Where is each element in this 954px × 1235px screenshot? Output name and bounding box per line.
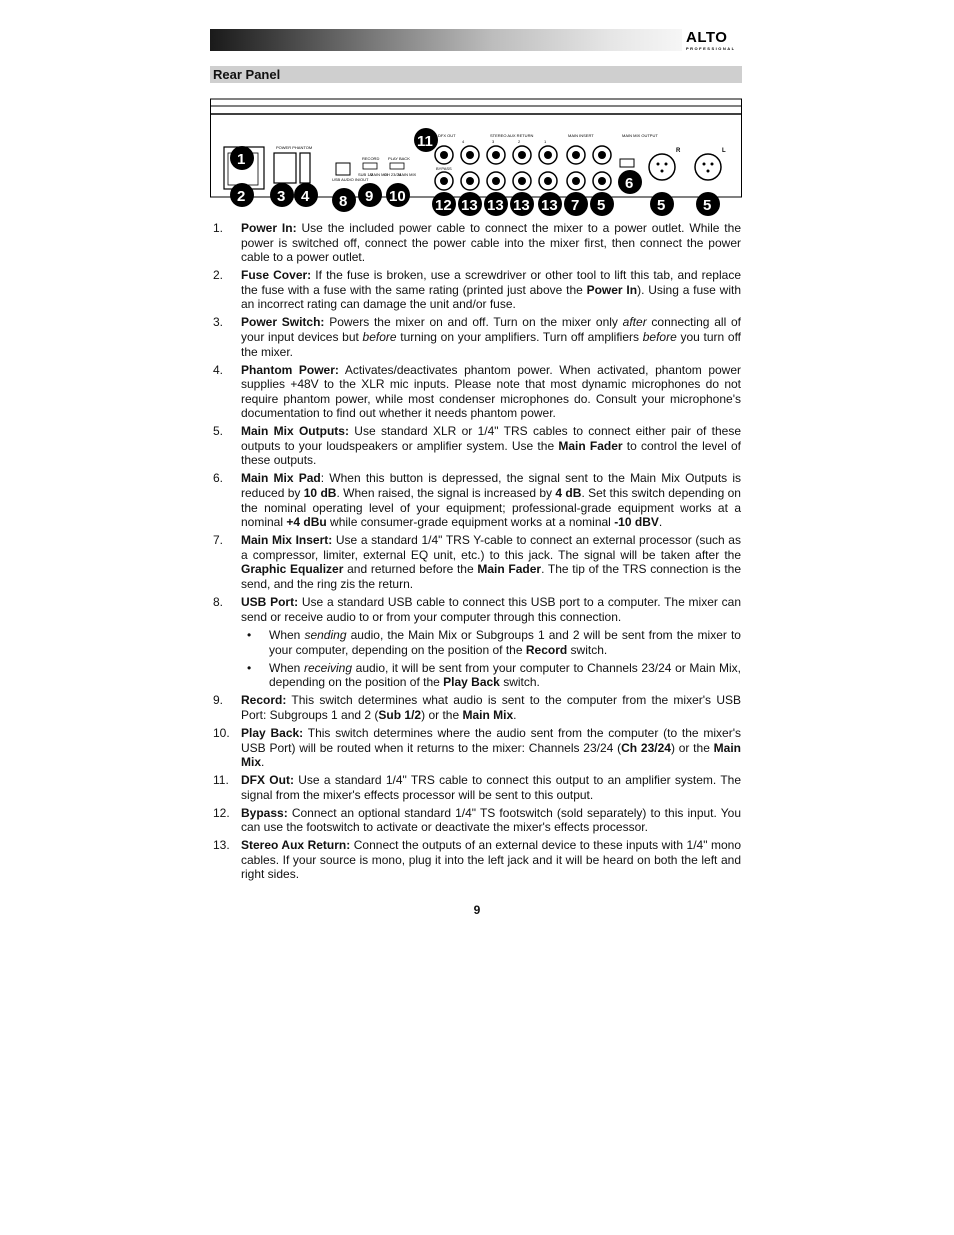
svg-text:5: 5 (597, 197, 606, 214)
record-switch (363, 163, 377, 169)
alto-logo (686, 30, 742, 50)
item-number: 5. (213, 424, 224, 439)
item-title: Main Mix Insert: (241, 533, 333, 548)
bullet-sending: • When sending audio, the Main Mix or Subgroups 1 and 2 will be sent from the mixer to your computer, depending on the position of the Record switch. (247, 628, 741, 657)
item-text: Use the included power cable to connect the mixer to a power outlet. While the power is switched off, connect the power cable into the mixer first, then connect the power cable to a power outlet. (241, 221, 741, 265)
playback-mainmix-label: MAIN MIX (398, 172, 417, 177)
item-number: 12. (213, 805, 230, 820)
main-mix-pad-switch (620, 159, 634, 167)
main-insert-label: MAIN INSERT (568, 133, 594, 138)
xlr-output-right (649, 154, 675, 180)
item-bypass: 12. Bypass: Connect an optional standard 1/4" TS footswitch (sold separately) to this input. You can use the footswitch to activate or deactivate the mixer's effects processor. (213, 805, 742, 835)
bullet-dot: • (247, 628, 252, 643)
main-mix-output-label: MAIN MIX OUTPUT (622, 133, 658, 138)
svg-text:3: 3 (277, 188, 286, 205)
phantom-switch (300, 153, 310, 183)
section-title: Rear Panel (213, 67, 281, 82)
svg-text:8: 8 (339, 193, 348, 210)
item-phantom-power: 4. Phantom Power: Activates/deactivates phantom power. When activated, phantom power supplies +48V to the XLR mic inputs. Please note that most dynamic microphones do not require phantom power, while most condenser microphones do. Consult your microphone's documentation to find out whether it needs phantom power. (213, 362, 742, 421)
svg-text:10: 10 (389, 188, 406, 205)
svg-text:12: 12 (435, 197, 452, 214)
svg-text:7: 7 (571, 197, 580, 214)
svg-text:13: 13 (513, 197, 530, 214)
item-main-mix-outputs: 5. Main Mix Outputs: Use standard XLR or 1/4" TRS cables to connect either pair of these outputs to your loudspeakers or amplifier system. Use the Main Fader to control the level of these outputs. (213, 424, 741, 468)
item-number: 6. (213, 471, 224, 486)
item-play-back: 10. Play Back: This switch determines where the audio sent from the computer (to the mixer's USB Port) will be routed when it returns to the mixer: Channels 23/24 (Ch 23/24) or the Main Mix. (213, 725, 741, 770)
sub12-label: SUB 1/2 (358, 172, 373, 177)
item-title: Phantom Power: (241, 362, 339, 377)
item-title: Power In: (241, 221, 297, 235)
ch2324-label: CH 23/24 (384, 172, 401, 177)
stereo-aux-return-label: STEREO AUX RETURN (490, 133, 534, 138)
item-number: 3. (213, 315, 224, 330)
aux-3-label: 3 (492, 139, 495, 144)
playback-switch (390, 163, 404, 169)
callouts (230, 128, 720, 216)
item-number: 1. (213, 221, 224, 235)
power-phantom-label: POWER PHANTOM (276, 145, 313, 150)
item-power-in (213, 221, 741, 265)
svg-text:13: 13 (461, 197, 478, 214)
svg-text:2: 2 (237, 188, 246, 205)
rear-panel-diagram (210, 97, 742, 219)
bullet-receiving: • When receiving audio, it will be sent from your computer to Channels 23/24 or Main Mix, depending on the position of the Play Back switch. (247, 660, 742, 690)
aux-jacks (461, 146, 557, 190)
record-mainmix-label: MAIN MIX (370, 172, 389, 177)
power-switch (274, 153, 296, 183)
svg-text:6: 6 (625, 175, 634, 192)
item-title: Main Mix Outputs: (241, 424, 349, 439)
item-title: Main Mix Pad (241, 471, 321, 486)
item-number: 4. (213, 362, 224, 377)
item-main-mix-insert: 7. Main Mix Insert: Use a standard 1/4" TRS Y-cable to connect an external processor (such as a compressor, limiter, external EQ unit, etc.) to this jack. The signal will be taken after the Graphic Equalizer and returned before the Main Fader. The tip of the TRS connection is the send, and the ring zis the return. (213, 533, 741, 591)
page-number: 9 (473, 903, 481, 917)
item-fuse-cover: 2. Fuse Cover: If the fuse is broken, use a screwdriver or other tool to lift this tab, and replace the fuse with a fuse with the same rating (printed just above the Power In). Using a fuse with an incorrect rating can damage the unit and/or fuse. (213, 268, 741, 312)
svg-text:5: 5 (703, 197, 712, 214)
playback-label: PLAY BACK (388, 156, 410, 161)
bypass-label: BYPASS (436, 166, 452, 171)
item-title: Bypass: (241, 805, 288, 820)
item-title: Record: (241, 693, 287, 708)
item-number: 7. (213, 533, 224, 548)
item-record: 9. Record: This switch determines what audio is sent to the computer from the mixer's USB Port: Subgroups 1 and 2 (Sub 1/2) or the Main Mix. (213, 693, 741, 722)
item-title: USB Port: (241, 594, 299, 609)
item-number: 9. (213, 693, 224, 708)
item-stereo-aux-return: 13. Stereo Aux Return: Connect the outputs of an external device to these inputs with 1/4" mono cables. If your source is mono, plug it into the left jack and it will be heard on both the left and right sides. (213, 838, 741, 882)
item-title: Fuse Cover: (241, 268, 312, 283)
svg-text:13: 13 (487, 197, 504, 214)
item-title: Power Switch: (241, 315, 325, 330)
item-number: 13. (213, 838, 230, 853)
xlr-output-left (695, 154, 721, 180)
item-power-switch: 3. Power Switch: Powers the mixer on and off. Turn on the mixer only after connecting all of your input devices but before turning on your amplifiers. Turn off amplifiers before you turn off the mixer. (213, 315, 742, 359)
item-main-mix-pad: 6. Main Mix Pad: When this button is depressed, the signal sent to the Main Mix Outputs is reduced by 10 dB. When raised, the signal is increased by 4 dB. Set this switch depending on the nominal operating level of your equipment; professional-grade equipment works at a nominal +4 dBu while consumer-grade equipment works at a nominal -10 dBV. (213, 471, 742, 530)
usb-audio-label: USB AUDIO IN/OUT (332, 177, 369, 182)
item-title: Play Back: (241, 725, 304, 740)
record-label: RECORD (362, 156, 380, 161)
item-usb-port: 8. USB Port: Use a standard USB cable to connect this USB port to a computer. The mixer can send or receive audio to or from your computer through this connection. • When sending audio, the Main Mix or Subgroups 1 and 2 will be sent from the mixer to your computer, depending on the position of the Record switch. • When receiving audio, it will be sent from your computer to Channels 23/24 or Main Mix, depending on the position of the Play Back switch. (213, 594, 742, 690)
aux-2-label: 2 (518, 139, 521, 144)
header-gradient-bar (210, 29, 682, 51)
aux-4-label: 4 (462, 139, 465, 144)
dfx-out-label: DFX OUT (438, 133, 456, 138)
item-number: 11. (213, 773, 229, 788)
rear-panel-descriptions (213, 221, 741, 885)
item-dfx-out: 11. DFX Out: Use a standard 1/4" TRS cable to connect this output to an amplifier system. The signal from the mixer's effects processor will be sent to this output. (213, 773, 741, 802)
item-number: 2. (213, 268, 224, 283)
svg-text:1: 1 (237, 151, 246, 168)
svg-text:13: 13 (541, 197, 558, 214)
svg-text:5: 5 (657, 197, 666, 214)
xlr-l-label: L (722, 148, 726, 154)
item-number: 10. (213, 725, 230, 740)
svg-text:11: 11 (417, 133, 433, 150)
item-title: DFX Out: (241, 773, 294, 788)
aux-1-label: 1 (544, 139, 547, 144)
usb-bullets (241, 628, 741, 690)
svg-text:9: 9 (365, 188, 374, 205)
section-header (210, 66, 742, 83)
usb-port (336, 163, 350, 175)
xlr-r-label: R (676, 148, 681, 154)
brand-sub: PROFESSIONAL (686, 46, 736, 51)
bullet-dot: • (247, 660, 252, 675)
item-title: Stereo Aux Return: (241, 838, 351, 853)
svg-text:4: 4 (301, 188, 310, 205)
item-number: 8. (213, 594, 224, 609)
brand-name: ALTO (686, 29, 728, 46)
